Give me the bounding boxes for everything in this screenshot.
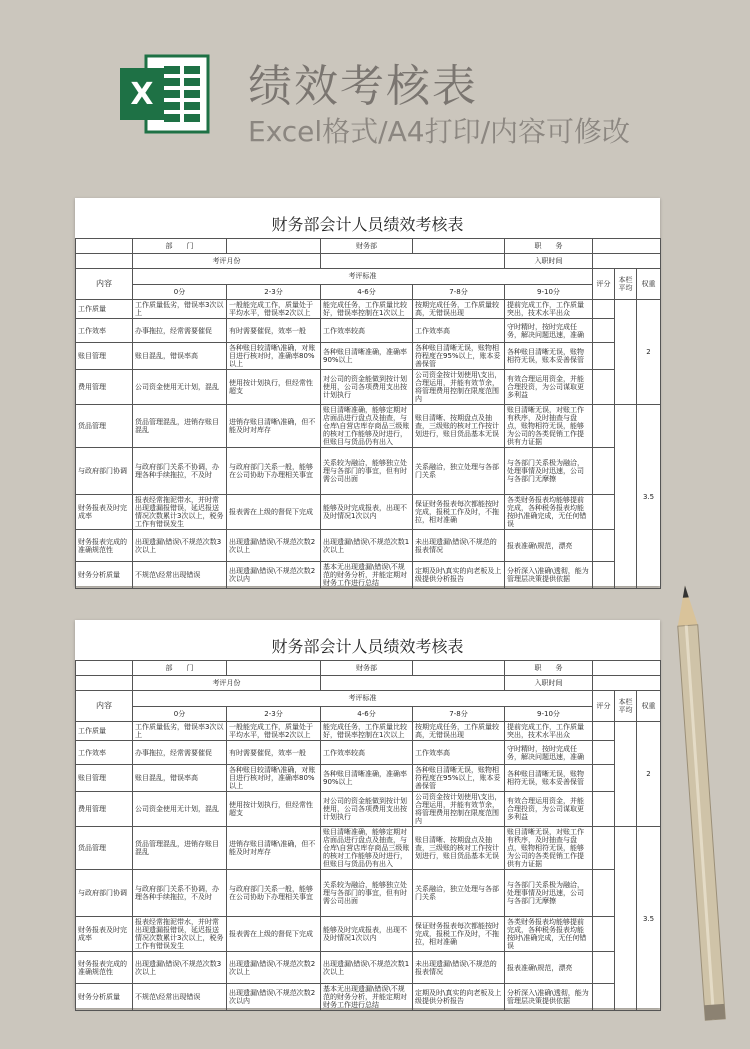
criteria-cell: 出现遗漏\错误\不规范次数2次以上 <box>227 530 321 562</box>
criteria-name: 财务报表完成的准确规范性 <box>76 952 133 984</box>
criteria-cell: 公司资金使用无计划，混乱 <box>133 370 227 405</box>
score-cell <box>593 562 615 589</box>
hire-label: 入职时间 <box>505 254 593 269</box>
score-cell <box>593 343 615 370</box>
score-range: 0分 <box>133 706 227 722</box>
dept-label: 部 门 <box>133 661 227 676</box>
criteria-cell: 出现遗漏\错误\不规范次数3次以上 <box>133 530 227 562</box>
criteria-cell: 公司资金按计划使用\支出，合理运用，并能有效节余，将管理费用控制在限度范围内 <box>413 370 505 405</box>
criteria-cell: 账目清晰、按期盘点及抽查，三级账的核对工作按计划进行，账目货品基本无误 <box>413 827 505 870</box>
blank-cell <box>593 254 661 269</box>
criteria-cell: 货品管理混乱，进销存账目混乱 <box>133 827 227 870</box>
blank-cell <box>321 254 505 269</box>
criteria-name: 工作质量 <box>76 722 133 741</box>
criteria-cell: 各种账目较清晰\准确，对账目进行核对时，准确率80%以上 <box>227 765 321 792</box>
criteria-name: 财务分析质量 <box>76 562 133 589</box>
blank-cell <box>413 661 505 676</box>
criteria-cell: 未出现遗漏\错误\不规范的报表情况 <box>413 530 505 562</box>
criteria-cell: 关系融洽，独立处理与各部门关系 <box>413 448 505 495</box>
blank-cell <box>593 239 661 254</box>
criteria-name: 财务报表及时完成率 <box>76 917 133 952</box>
score-range: 4-6分 <box>321 706 413 722</box>
appraisal-sheet <box>75 198 660 586</box>
criteria-cell: 账目清晰准确，能够定期对店面品进行盘点及抽查，与仓库\自营店库存商品三级账的核对工作能够及时进行，但账目与货品仍有出入 <box>321 405 413 448</box>
score-range: 7-8分 <box>413 284 505 300</box>
criteria-name: 账目管理 <box>76 343 133 370</box>
criteria-cell: 能完成任务，工作质量比较好，错误率控制在1次以上 <box>321 300 413 319</box>
avg-cell <box>615 722 637 827</box>
criteria-cell: 定期及时\真实的向老板及上级提供分析报告 <box>413 562 505 589</box>
criteria-name: 工作效率 <box>76 741 133 765</box>
criteria-cell: 出现遗漏\错误\不规范次数2次以上 <box>227 952 321 984</box>
criteria-cell: 工作效率较高 <box>321 741 413 765</box>
criteria-name: 工作效率 <box>76 319 133 343</box>
page-title: 绩效考核表 <box>248 61 478 112</box>
criteria-cell: 进销存账目清晰\准确，但不能及时对库存 <box>227 405 321 448</box>
criteria-cell: 出现遗漏\错误\不规范次数1次以上 <box>321 530 413 562</box>
score-cell <box>593 917 615 952</box>
criteria-cell: 各类财务报表均能够提前完成，各种税务报表均能按时\准确完成，无任何错误 <box>505 917 593 952</box>
criteria-cell: 有效合理运用资金，并能合理投资，为公司谋取更多利益 <box>505 792 593 827</box>
page-subtitle: Excel格式/A4打印/内容可修改 <box>248 115 631 148</box>
criteria-cell: 能够及时完成报表，出现不及时情况1次以内 <box>321 495 413 530</box>
criteria-name: 费用管理 <box>76 792 133 827</box>
criteria-name: 账目管理 <box>76 765 133 792</box>
criteria-cell: 保证财务报表每次都能按时完成，报税工作及时，不拖拉，相对准确 <box>413 495 505 530</box>
avg-cell <box>615 300 637 405</box>
criteria-cell: 能够及时完成报表，出现不及时情况1次以内 <box>321 917 413 952</box>
blank-cell <box>76 254 133 269</box>
criteria-cell: 按期完成任务，工作质量较高，无错误出现 <box>413 300 505 319</box>
criteria-cell: 出现遗漏\错误\不规范次数1次以上 <box>321 952 413 984</box>
criteria-cell: 各类财务报表均能够提前完成，各种税务报表均能按时\准确完成，无任何错误 <box>505 495 593 530</box>
weight-cell: 3.5 <box>637 405 661 589</box>
criteria-cell: 与各部门关系极为融洽，处理事情及时迅速，公司与各部门无摩擦 <box>505 870 593 917</box>
criteria-cell: 报表需在上级的督促下完成 <box>227 495 321 530</box>
score-range: 2-3分 <box>227 706 321 722</box>
criteria-cell: 与各部门关系极为融洽，处理事情及时迅速，公司与各部门无摩擦 <box>505 448 593 495</box>
criteria-cell: 与政府部门关系不协调，办理各种手续拖拉，不及时 <box>133 870 227 917</box>
blank-cell <box>413 239 505 254</box>
weight-label: 权重 <box>637 269 661 300</box>
criteria-cell: 不规范\经常出现错误 <box>133 984 227 1011</box>
criteria-cell: 账目清晰准确，能够定期对店面品进行盘点及抽查，与仓库\自营店库存商品三级账的核对工作能够及时进行，但账目与货品仍有出入 <box>321 827 413 870</box>
criteria-name: 与政府部门协调 <box>76 448 133 495</box>
weight-label: 权重 <box>637 691 661 722</box>
score-cell <box>593 319 615 343</box>
criteria-cell: 公司资金使用无计划，混乱 <box>133 792 227 827</box>
criteria-name: 财务分析质量 <box>76 984 133 1011</box>
position-label: 职 务 <box>505 239 593 254</box>
criteria-name: 货品管理 <box>76 827 133 870</box>
criteria-cell: 公司资金按计划使用\支出，合理运用，并能有效节余，将管理费用控制在限度范围内 <box>413 792 505 827</box>
criteria-cell: 各种账目较清晰\准确，对账目进行核对时，准确率80%以上 <box>227 343 321 370</box>
content-label: 内容 <box>76 269 133 300</box>
criteria-cell: 报表需在上级的督促下完成 <box>227 917 321 952</box>
criteria-name: 费用管理 <box>76 370 133 405</box>
dept-value: 财务部 <box>321 239 413 254</box>
criteria-cell: 对公司的资金能做到按计划使用，公司各项费用支出按计划执行 <box>321 370 413 405</box>
criteria-cell: 对公司的资金能做到按计划使用，公司各项费用支出按计划执行 <box>321 792 413 827</box>
criteria-cell: 有时需要催促，效率一般 <box>227 319 321 343</box>
criteria-cell: 提前完成工作，工作质量突出，技术水平出众 <box>505 722 593 741</box>
criteria-cell: 报表经常拖泥带水，并时常出现遗漏报错误，延迟报送情况次数累计3次以上，税务工作有错误发生 <box>133 495 227 530</box>
pencil-icon <box>676 585 726 1040</box>
hire-label: 入职时间 <box>505 676 593 691</box>
score-range: 7-8分 <box>413 706 505 722</box>
criteria-cell: 账目清晰无误，对账工作有秩序，及时抽查与盘点，账物相符无误，能够为公司的各类促销工作提供有力证据 <box>505 405 593 448</box>
criteria-cell: 按期完成任务，工作质量较高，无错误出现 <box>413 722 505 741</box>
score-label: 评分 <box>593 691 615 722</box>
criteria-cell: 基本无出现遗漏\错误\不规范的财务分析，并能定期对财务工作进行总结 <box>321 984 413 1011</box>
criteria-cell: 与政府部门关系一般，能够在公司协助下办理相关事宜 <box>227 870 321 917</box>
criteria-cell: 各种账目清晰准确，准确率90%以上 <box>321 343 413 370</box>
criteria-cell: 账目清晰、按期盘点及抽查，三级账的核对工作按计划进行，账目货品基本无误 <box>413 405 505 448</box>
score-cell <box>593 952 615 984</box>
criteria-cell: 货品管理混乱，进销存账目混乱 <box>133 405 227 448</box>
criteria-cell: 各种账目清晰准确，准确率90%以上 <box>321 765 413 792</box>
criteria-cell: 定期及时\真实的向老板及上级提供分析报告 <box>413 984 505 1011</box>
score-cell <box>593 530 615 562</box>
criteria-cell: 各种账目清晰无误，账物相符无误，账本妥善保管 <box>505 343 593 370</box>
criteria-cell: 关系较为融洽，能够独立处理与各部门的事宜，但有时需公司出面 <box>321 448 413 495</box>
avg-cell <box>615 405 637 589</box>
content-label: 内容 <box>76 691 133 722</box>
criteria-cell: 有效合理运用资金，并能合理投资，为公司谋取更多利益 <box>505 370 593 405</box>
criteria-cell: 与政府部门关系不协调，办理各种手续拖拉，不及时 <box>133 448 227 495</box>
score-cell <box>593 827 615 870</box>
blank-cell <box>76 661 133 676</box>
criteria-name: 与政府部门协调 <box>76 870 133 917</box>
criteria-cell: 保证财务报表每次都能按时完成，报税工作及时，不拖拉，相对准确 <box>413 917 505 952</box>
criteria-cell: 进销存账目清晰\准确，但不能及时对库存 <box>227 827 321 870</box>
avg-cell <box>615 827 637 1011</box>
criteria-cell: 各种账目清晰无误，账物相符无误，账本妥善保管 <box>505 765 593 792</box>
month-label: 考评月份 <box>133 676 321 691</box>
standard-label: 考评标准 <box>133 691 593 707</box>
score-cell <box>593 300 615 319</box>
score-range: 0分 <box>133 284 227 300</box>
score-range: 9-10分 <box>505 284 593 300</box>
criteria-cell: 报表准确\规范，漂亮 <box>505 952 593 984</box>
criteria-cell: 一般能完成工作，质量处于平均水平，错误率2次以上 <box>227 300 321 319</box>
score-cell <box>593 448 615 495</box>
criteria-name: 财务报表及时完成率 <box>76 495 133 530</box>
criteria-cell: 基本无出现遗漏\错误\不规范的财务分析，并能定期对财务工作进行总结 <box>321 562 413 589</box>
criteria-cell: 报表经常拖泥带水，并时常出现遗漏报错误，延迟报送情况次数累计3次以上，税务工作有错误发生 <box>133 917 227 952</box>
score-cell <box>593 722 615 741</box>
score-range: 2-3分 <box>227 284 321 300</box>
criteria-cell: 关系融洽，独立处理与各部门关系 <box>413 870 505 917</box>
criteria-cell: 账目混乱，错误率高 <box>133 343 227 370</box>
criteria-cell: 各种账目清晰无误，账物相符程度在95%以上，账本妥善保管 <box>413 343 505 370</box>
score-cell <box>593 370 615 405</box>
score-cell <box>593 765 615 792</box>
score-label: 评分 <box>593 269 615 300</box>
criteria-name: 工作质量 <box>76 300 133 319</box>
score-cell <box>593 792 615 827</box>
blank-cell <box>593 661 661 676</box>
criteria-cell: 能完成任务，工作质量比较好，错误率控制在1次以上 <box>321 722 413 741</box>
score-cell <box>593 741 615 765</box>
criteria-cell: 出现遗漏\错误\不规范次数2次以内 <box>227 984 321 1011</box>
month-label: 考评月份 <box>133 254 321 269</box>
criteria-cell: 出现遗漏\错误\不规范次数2次以内 <box>227 562 321 589</box>
score-range: 4-6分 <box>321 284 413 300</box>
criteria-cell: 出现遗漏\错误\不规范次数3次以上 <box>133 952 227 984</box>
criteria-cell: 办事拖拉，经常需要催促 <box>133 741 227 765</box>
sheet-title: 财务部会计人员绩效考核表 <box>271 637 464 656</box>
position-label: 职 务 <box>505 661 593 676</box>
criteria-cell: 使用按计划执行，但经常性超支 <box>227 370 321 405</box>
criteria-cell: 不规范\经常出现错误 <box>133 562 227 589</box>
criteria-cell: 工作效率较高 <box>321 319 413 343</box>
standard-label: 考评标准 <box>133 269 593 285</box>
avg-label: 本栏平均 <box>615 691 637 722</box>
criteria-cell: 工作质量低劣，错误率3次以上 <box>133 300 227 319</box>
weight-cell: 2 <box>637 300 661 405</box>
criteria-name: 财务报表完成的准确规范性 <box>76 530 133 562</box>
avg-label: 本栏平均 <box>615 269 637 300</box>
score-cell <box>593 405 615 448</box>
appraisal-table <box>75 238 661 589</box>
blank-cell <box>76 239 133 254</box>
sheet-title: 财务部会计人员绩效考核表 <box>271 215 464 234</box>
dept-label: 部 门 <box>133 239 227 254</box>
criteria-cell: 办事拖拉，经常需要催促 <box>133 319 227 343</box>
criteria-cell: 一般能完成工作，质量处于平均水平，错误率2次以上 <box>227 722 321 741</box>
criteria-cell: 分析深入\准确\透彻，能为管理层决策提供依据 <box>505 562 593 589</box>
criteria-cell: 分析深入\准确\透彻，能为管理层决策提供依据 <box>505 984 593 1011</box>
score-cell <box>593 495 615 530</box>
criteria-cell: 提前完成工作，工作质量突出，技术水平出众 <box>505 300 593 319</box>
criteria-cell: 报表准确\规范，漂亮 <box>505 530 593 562</box>
criteria-cell: 关系较为融洽，能够独立处理与各部门的事宜，但有时需公司出面 <box>321 870 413 917</box>
weight-cell: 3.5 <box>637 827 661 1011</box>
criteria-cell: 各种账目清晰无误，账物相符程度在95%以上，账本妥善保管 <box>413 765 505 792</box>
appraisal-table <box>75 660 661 1011</box>
logo-letter: X <box>130 77 154 112</box>
criteria-cell: 守时精时，按时完成任务，解决问题迅速，准确 <box>505 741 593 765</box>
blank-cell <box>593 676 661 691</box>
weight-cell: 2 <box>637 722 661 827</box>
criteria-cell: 工作效率高 <box>413 319 505 343</box>
blank-cell <box>227 661 321 676</box>
criteria-cell: 工作质量低劣，错误率3次以上 <box>133 722 227 741</box>
blank-cell <box>76 676 133 691</box>
criteria-cell: 使用按计划执行，但经常性超支 <box>227 792 321 827</box>
criteria-cell: 账目混乱，错误率高 <box>133 765 227 792</box>
blank-cell <box>227 239 321 254</box>
criteria-cell: 守时精时，按时完成任务，解决问题迅速，准确 <box>505 319 593 343</box>
criteria-cell: 账目清晰无误，对账工作有秩序，及时抽查与盘点，账物相符无误，能够为公司的各类促销工作提供有力证据 <box>505 827 593 870</box>
excel-logo-icon <box>116 46 212 142</box>
dept-value: 财务部 <box>321 661 413 676</box>
appraisal-sheet <box>75 620 660 1008</box>
criteria-cell: 有时需要催促，效率一般 <box>227 741 321 765</box>
criteria-cell: 与政府部门关系一般，能够在公司协助下办理相关事宜 <box>227 448 321 495</box>
score-cell <box>593 870 615 917</box>
blank-cell <box>321 676 505 691</box>
criteria-cell: 工作效率高 <box>413 741 505 765</box>
criteria-cell: 未出现遗漏\错误\不规范的报表情况 <box>413 952 505 984</box>
score-cell <box>593 984 615 1011</box>
criteria-name: 货品管理 <box>76 405 133 448</box>
score-range: 9-10分 <box>505 706 593 722</box>
